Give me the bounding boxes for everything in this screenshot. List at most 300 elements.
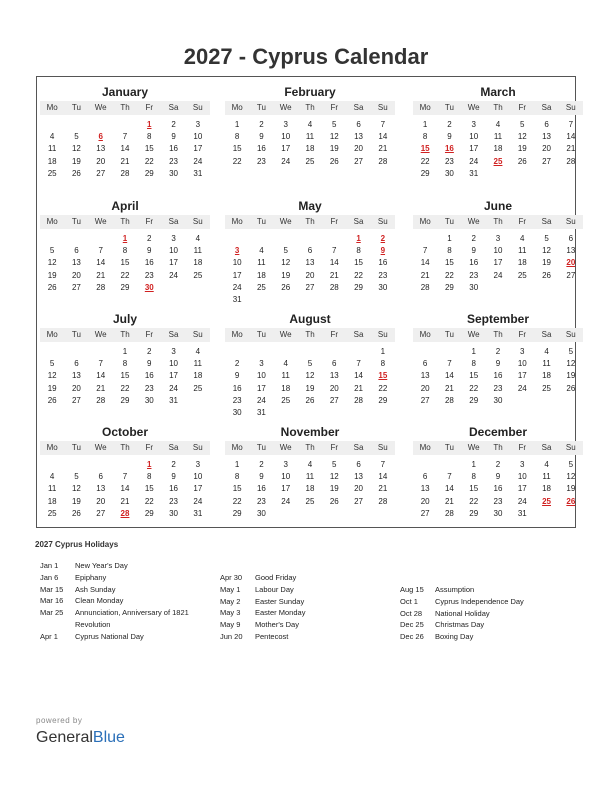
week-row	[413, 459, 583, 471]
day-cell: 2	[495, 347, 501, 356]
week-row	[40, 245, 210, 257]
day-cell: 29	[378, 395, 388, 405]
day-cell: 8	[380, 359, 386, 369]
holiday-entry	[40, 584, 220, 596]
day-cell: 17	[193, 144, 203, 154]
weekday-label: Fr	[330, 103, 339, 112]
day-cell: 18	[193, 258, 203, 268]
day-cell	[298, 508, 322, 520]
day-cell: 16	[232, 383, 242, 393]
day-cell	[371, 508, 395, 520]
day-grid	[40, 346, 210, 407]
day-cell: 7	[447, 472, 452, 482]
month-name: July	[112, 312, 137, 326]
day-cell: 21	[96, 270, 106, 280]
day-cell: 30	[169, 508, 178, 518]
week-row	[225, 483, 395, 495]
day-cell: 13	[96, 484, 106, 494]
weekday-label: We	[279, 443, 292, 452]
day-cell: 17	[281, 484, 291, 494]
day-cell: 10	[169, 246, 178, 256]
holiday-date: Dec 25	[400, 620, 424, 630]
weekday-label: Th	[493, 103, 503, 112]
weekday-label: We	[279, 103, 292, 112]
week-row	[40, 143, 210, 155]
day-cell: 2	[171, 460, 176, 469]
weekday-label: Fr	[145, 330, 154, 339]
day-cell: 11	[542, 472, 551, 482]
holiday-date: Oct 1	[400, 596, 418, 606]
day-cell: 1	[471, 460, 476, 469]
day-cell: 29	[144, 508, 154, 518]
weekday-label: We	[467, 103, 480, 112]
day-cell: 17	[193, 484, 203, 494]
holiday-entry	[400, 584, 580, 596]
day-cell: 22	[444, 270, 454, 280]
day-cell: 22	[232, 496, 242, 506]
holiday-day-cell: 1	[147, 120, 152, 129]
day-cell: 13	[542, 132, 551, 142]
day-cell	[298, 233, 322, 245]
holiday-day-cell: 15	[420, 144, 430, 154]
weekday-label: We	[94, 330, 107, 339]
weekday-header	[40, 441, 210, 455]
day-cell: 22	[120, 270, 130, 280]
weekday-label: Tu	[444, 330, 454, 339]
day-cell: 15	[444, 258, 454, 268]
weekday-label: Th	[493, 217, 503, 226]
day-cell: 12	[542, 246, 551, 256]
day-cell: 29	[469, 508, 479, 518]
weekday-header	[225, 441, 395, 455]
weekday-header	[40, 328, 210, 342]
weekday-label: Sa	[168, 217, 179, 226]
day-cell: 2	[259, 120, 264, 129]
day-cell: 8	[234, 472, 240, 482]
day-cell: 15	[469, 371, 479, 381]
day-cell	[161, 282, 185, 294]
day-cell: 28	[354, 395, 363, 405]
day-cell: 3	[283, 460, 288, 469]
day-cell: 15	[232, 144, 242, 154]
day-cell: 6	[544, 120, 549, 129]
day-cell: 31	[169, 395, 178, 405]
day-cell: 22	[469, 496, 479, 506]
day-cell: 5	[520, 120, 525, 129]
day-cell: 22	[420, 156, 430, 166]
day-cell	[64, 233, 88, 245]
day-cell	[64, 346, 88, 358]
day-cell: 17	[232, 270, 242, 280]
holiday-day-cell: 25	[542, 496, 551, 506]
weekday-label: Su	[192, 443, 203, 452]
day-cell	[559, 282, 583, 294]
day-cell: 28	[96, 395, 106, 405]
weekday-label: Tu	[444, 443, 454, 452]
day-cell: 5	[568, 460, 574, 469]
day-cell: 23	[378, 270, 388, 280]
day-cell	[274, 346, 298, 358]
month-march	[413, 85, 583, 193]
day-cell: 26	[566, 383, 576, 393]
weekday-label: Th	[305, 330, 315, 339]
day-cell: 5	[74, 132, 79, 142]
day-cell: 17	[256, 383, 266, 393]
day-cell: 26	[542, 270, 551, 280]
day-cell	[534, 395, 558, 407]
page-title: 2027 - Cyprus Calendar	[183, 44, 429, 69]
day-cell	[89, 119, 113, 131]
holiday-date: May 1	[220, 584, 241, 594]
weekday-label: Th	[305, 443, 315, 452]
day-cell: 6	[74, 359, 79, 369]
day-cell: 6	[422, 359, 428, 369]
day-cell: 21	[378, 144, 388, 154]
powered-by-text: powered by	[36, 716, 83, 725]
holiday-entry	[220, 619, 400, 631]
week-row	[40, 459, 210, 471]
day-cell: 7	[447, 359, 452, 369]
day-cell: 7	[568, 120, 574, 129]
day-cell: 23	[493, 496, 503, 506]
day-cell: 2	[447, 120, 452, 129]
day-cell: 11	[257, 258, 266, 268]
day-cell	[346, 346, 370, 358]
day-cell: 31	[517, 508, 527, 518]
week-row	[225, 395, 395, 407]
day-cell: 23	[256, 156, 266, 166]
day-cell: 30	[493, 395, 503, 405]
day-cell: 17	[517, 371, 527, 381]
day-cell	[559, 395, 583, 407]
day-cell: 1	[422, 120, 428, 129]
day-cell	[40, 346, 64, 358]
day-cell: 10	[256, 371, 266, 381]
month-january	[40, 85, 210, 193]
day-cell: 28	[329, 282, 339, 292]
weekday-label: Fr	[518, 443, 527, 452]
day-cell	[371, 294, 395, 306]
weekday-label: Mo	[231, 443, 243, 452]
day-cell	[437, 346, 461, 358]
day-cell: 13	[566, 246, 576, 256]
day-grid	[413, 233, 583, 294]
weekday-label: Tu	[71, 217, 81, 226]
day-cell: 20	[96, 156, 106, 166]
day-cell: 12	[329, 132, 339, 142]
day-cell: 9	[495, 359, 501, 369]
week-row	[225, 407, 395, 419]
day-cell: 7	[380, 460, 386, 469]
brand-logo[interactable]	[36, 729, 125, 747]
day-cell: 23	[232, 395, 242, 405]
day-cell	[413, 459, 437, 471]
day-cell: 7	[356, 359, 361, 369]
day-cell: 3	[520, 347, 525, 356]
day-cell: 19	[566, 484, 576, 494]
day-cell: 19	[542, 258, 551, 268]
week-row	[225, 294, 395, 306]
day-cell: 11	[518, 246, 527, 256]
day-cell: 5	[283, 246, 288, 256]
day-cell: 3	[171, 347, 176, 356]
day-cell: 18	[493, 144, 503, 154]
day-cell: 31	[193, 168, 203, 178]
day-cell: 29	[469, 395, 479, 405]
day-cell: 29	[120, 395, 130, 405]
day-cell: 19	[47, 383, 57, 393]
day-cell: 3	[495, 234, 501, 243]
weekday-label: Tu	[71, 103, 81, 112]
day-cell	[249, 346, 273, 358]
holiday-entry	[400, 631, 580, 643]
day-cell: 2	[234, 359, 240, 369]
day-cell: 7	[380, 120, 386, 129]
month-august	[225, 312, 395, 420]
month-november	[225, 425, 395, 533]
holiday-day-cell: 3	[234, 246, 240, 256]
day-cell: 9	[471, 246, 476, 256]
week-row	[40, 483, 210, 495]
day-grid	[40, 233, 210, 294]
week-row	[225, 459, 395, 471]
holiday-entry	[220, 584, 400, 596]
day-cell: 13	[420, 484, 430, 494]
day-cell: 25	[193, 270, 203, 280]
holiday-list-column	[220, 572, 400, 643]
day-cell: 1	[380, 347, 386, 356]
weekday-label: We	[467, 330, 480, 339]
day-cell: 10	[517, 472, 527, 482]
day-cell: 21	[354, 383, 363, 393]
day-cell	[510, 282, 534, 294]
week-row	[413, 270, 583, 282]
holiday-day-cell: 1	[147, 460, 152, 469]
day-cell: 21	[120, 156, 130, 166]
weekday-header	[413, 441, 583, 455]
month-june	[413, 199, 583, 307]
month-name: October	[101, 425, 148, 439]
day-cell: 28	[566, 156, 576, 166]
month-name: December	[468, 425, 528, 439]
weekday-label: We	[94, 103, 107, 112]
day-cell: 18	[517, 258, 527, 268]
day-cell: 8	[422, 132, 428, 142]
day-cell	[534, 168, 558, 180]
day-cell: 27	[566, 270, 576, 280]
day-cell: 29	[444, 282, 454, 292]
day-cell: 12	[281, 258, 291, 268]
day-cell: 1	[122, 347, 128, 356]
day-cell: 2	[471, 234, 476, 243]
day-cell: 22	[232, 156, 242, 166]
day-cell: 26	[517, 156, 527, 166]
weekday-label: We	[94, 443, 107, 452]
day-cell: 31	[256, 407, 266, 417]
holiday-entry	[40, 595, 220, 607]
day-cell: 31	[232, 294, 242, 304]
day-cell	[298, 294, 322, 306]
day-cell: 5	[74, 472, 79, 482]
day-cell: 23	[256, 496, 266, 506]
holiday-day-cell: 20	[566, 258, 576, 268]
holiday-date: Dec 26	[400, 632, 424, 642]
day-cell	[559, 508, 583, 520]
day-cell: 27	[354, 496, 363, 506]
holiday-date: Apr 30	[220, 573, 243, 582]
day-cell: 21	[420, 270, 430, 280]
weekday-label: Th	[120, 330, 130, 339]
day-cell: 15	[354, 258, 363, 268]
day-cell	[274, 233, 298, 245]
day-cell: 18	[256, 270, 266, 280]
day-cell: 20	[305, 270, 315, 280]
day-cell: 8	[122, 246, 128, 256]
week-row	[413, 508, 583, 520]
day-cell: 29	[120, 282, 130, 292]
day-cell: 20	[329, 383, 339, 393]
day-cell: 13	[420, 371, 430, 381]
day-cell: 24	[517, 496, 527, 506]
weekday-label: Su	[377, 217, 388, 226]
weekday-header	[225, 328, 395, 342]
weekday-label: Th	[120, 443, 130, 452]
day-cell: 24	[193, 156, 203, 166]
day-cell	[274, 508, 298, 520]
day-cell: 16	[493, 484, 503, 494]
day-cell: 17	[281, 144, 291, 154]
week-row	[40, 119, 210, 131]
day-cell	[371, 407, 395, 419]
day-cell	[113, 459, 137, 471]
weekday-label: Th	[493, 443, 503, 452]
day-cell: 14	[420, 258, 430, 268]
weekday-label: Fr	[145, 217, 154, 226]
day-cell: 4	[49, 472, 55, 482]
week-row	[413, 346, 583, 358]
day-cell	[274, 407, 298, 419]
week-row	[413, 233, 583, 245]
weekday-header	[225, 101, 395, 115]
day-cell: 14	[329, 258, 339, 268]
day-cell: 16	[169, 144, 178, 154]
day-cell: 21	[378, 484, 388, 494]
week-row	[225, 245, 395, 257]
weekday-label: Mo	[231, 103, 243, 112]
day-cell: 23	[444, 156, 454, 166]
weekday-label: Su	[565, 330, 576, 339]
day-cell: 6	[568, 234, 574, 243]
week-row	[225, 131, 395, 143]
weekday-label: We	[467, 443, 480, 452]
day-cell: 12	[71, 144, 81, 154]
day-cell: 21	[329, 270, 339, 280]
day-cell: 17	[469, 144, 479, 154]
day-cell: 7	[98, 246, 103, 256]
weekday-label: Mo	[46, 103, 58, 112]
holiday-day-cell: 26	[566, 496, 576, 506]
holiday-entry	[40, 560, 220, 572]
month-february	[225, 85, 395, 193]
month-july	[40, 312, 210, 420]
day-cell: 8	[471, 472, 476, 482]
day-cell: 4	[259, 246, 264, 256]
week-row	[413, 131, 583, 143]
day-cell: 19	[71, 496, 81, 506]
day-cell: 14	[378, 132, 388, 142]
day-cell	[249, 294, 273, 306]
day-cell: 7	[422, 246, 428, 256]
day-grid	[225, 233, 395, 306]
week-row	[413, 143, 583, 155]
week-row	[413, 395, 583, 407]
day-cell	[89, 459, 113, 471]
day-cell	[40, 119, 64, 131]
day-cell	[113, 119, 137, 131]
day-cell: 19	[517, 144, 527, 154]
day-cell: 29	[354, 282, 363, 292]
day-cell: 20	[71, 270, 81, 280]
day-cell: 12	[566, 359, 576, 369]
day-cell: 4	[544, 347, 549, 356]
holiday-name: Easter Sunday	[255, 596, 305, 606]
day-cell: 25	[281, 395, 291, 405]
holiday-entry	[400, 608, 580, 620]
day-cell: 15	[120, 371, 130, 381]
brand-general: General	[36, 729, 93, 746]
weekday-label: Su	[192, 330, 203, 339]
weekday-label: Sa	[353, 330, 364, 339]
day-cell: 21	[566, 144, 576, 154]
day-cell: 17	[517, 484, 527, 494]
day-cell: 24	[517, 383, 527, 393]
week-row	[40, 358, 210, 370]
day-cell: 4	[307, 460, 313, 469]
weekday-header	[413, 215, 583, 229]
week-row	[225, 471, 395, 483]
day-cell: 22	[144, 496, 154, 506]
day-cell: 18	[47, 496, 57, 506]
weekday-label: Fr	[330, 330, 339, 339]
month-name: April	[111, 199, 139, 213]
day-cell: 9	[495, 472, 501, 482]
day-cell: 25	[47, 168, 57, 178]
holiday-date: Mar 15	[40, 584, 64, 594]
day-cell: 14	[566, 132, 576, 142]
day-cell: 3	[471, 120, 476, 129]
day-cell: 12	[329, 472, 339, 482]
day-cell: 4	[49, 132, 55, 142]
week-row	[225, 156, 395, 168]
day-cell: 28	[96, 282, 106, 292]
week-row	[225, 370, 395, 382]
day-cell: 5	[544, 234, 549, 243]
day-cell: 16	[144, 258, 154, 268]
day-cell: 9	[171, 132, 176, 142]
day-cell: 3	[283, 120, 288, 129]
holiday-entry	[40, 631, 220, 643]
week-row	[225, 270, 395, 282]
weekday-label: Mo	[46, 443, 58, 452]
day-cell: 24	[493, 270, 503, 280]
weekday-label: Fr	[518, 217, 527, 226]
holiday-list-column	[40, 560, 220, 643]
day-cell: 10	[169, 359, 178, 369]
day-cell: 25	[542, 383, 551, 393]
month-december	[413, 425, 583, 533]
month-april	[40, 199, 210, 307]
day-cell: 20	[354, 144, 363, 154]
